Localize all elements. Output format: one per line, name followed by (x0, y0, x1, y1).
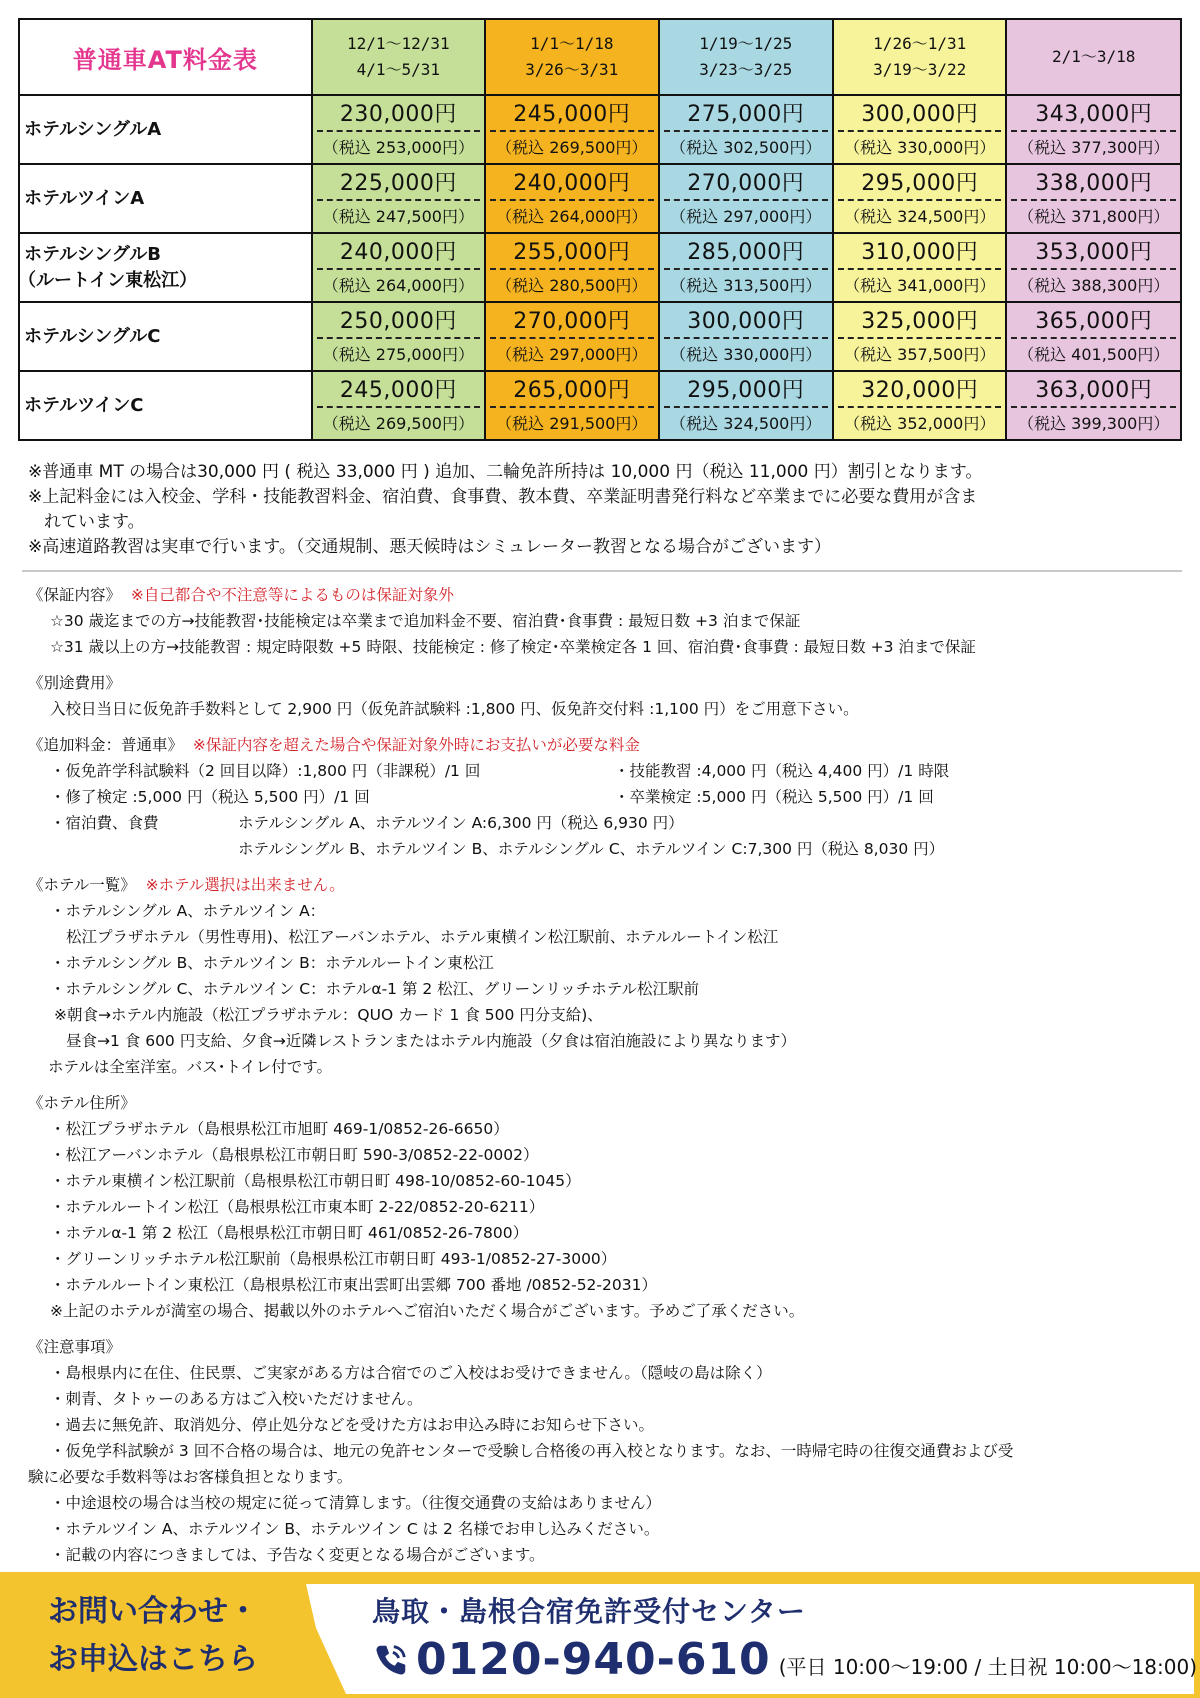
period-header: 2/1〜3/18 (1006, 19, 1181, 95)
list-item: ※朝食→ホテル内施設（松江プラザホテル：QUO カード 1 食 500 円分支給)、 (54, 1006, 603, 1024)
period-header: 1/26〜1/31 3/19〜3/22 (833, 19, 1006, 95)
price-with-tax: （税込 269,500円） (322, 414, 474, 433)
lodging-line: ホテルシングル A、ホテルツイン A:6,300 円（税込 6,930 円） (238, 814, 684, 832)
note-included: ※上記料金には入校金、学科・技能教習料金、宿泊費、食事費、教本費、卒業証明書発行料など卒業までに必要な費用が含ま (28, 487, 978, 507)
list-item: ホテルは全室洋室。バス･トイレ付です。 (48, 1058, 332, 1076)
list-item: ☆31 歳以上の方→技能教習 : 規定時限数 +5 時限、技能検定 : 修了検定･卒業検定各 1 回、宿泊費･食事費 : 最短日数 +3 泊まで保証 (50, 638, 976, 656)
caution-item: ・刺青、タトゥーのある方はご入校いただけません。 (50, 1390, 423, 1408)
list-item: ・ホテルシングル A、ホテルツイン A： (50, 902, 326, 920)
price-value: 245,000円 (490, 96, 653, 132)
section-heading: 《保証内容》 ※自己都合や不注意等によるものは保証対象外 (28, 586, 454, 604)
price-with-tax: （税込 297,000円） (496, 345, 648, 364)
lodging-fees (28, 810, 1178, 862)
list-item: 昼食→1 食 600 円支給、夕食→近隣レストランまたはホテル内施設（夕食は宿泊施設により異なります） (66, 1032, 796, 1050)
table-row (19, 95, 1181, 164)
price-cell (659, 302, 834, 371)
section-heading: 《追加料金：普通車》 ※保証内容を超えた場合や保証対象外時にお支払いが必要な料金 (28, 736, 640, 754)
price-value: 265,000円 (490, 372, 653, 408)
hotel-type: ホテルツインC (19, 371, 312, 440)
price-cell (312, 302, 485, 371)
price-cell (485, 95, 658, 164)
list-item: ・修了検定 :5,000 円（税込 5,500 円）/1 回 (50, 788, 370, 806)
price-cell (659, 164, 834, 233)
divider (22, 570, 1182, 572)
price-value: 310,000円 (838, 234, 1001, 270)
extra-costs-section (28, 670, 1178, 722)
price-cell (312, 371, 485, 440)
price-cell (833, 164, 1006, 233)
price-with-tax: （税込 253,000円） (322, 138, 474, 157)
section-heading: 《ホテル住所》 (28, 1094, 136, 1112)
table-row (19, 371, 1181, 440)
price-cell (485, 302, 658, 371)
price-cell (659, 371, 834, 440)
hotel-list-section (28, 872, 1178, 1080)
price-value: 285,000円 (664, 234, 829, 270)
caution-item: ・仮免学科試験が 3 回不合格の場合は、地元の免許センターで受験し合格後の再入校となります。なお、一時帰宅時の往復交通費および受 (50, 1442, 1014, 1460)
list-item: 入校日当日に仮免許手数料として 2,900 円（仮免許試験料 :1,800 円、仮免許交付料 :1,100 円）をご用意下さい。 (50, 700, 859, 718)
price-cell (485, 233, 658, 302)
hotel-address-section (28, 1090, 1178, 1324)
price-with-tax: （税込 291,500円） (496, 414, 648, 433)
contact-label: お問い合わせ・ お申込はこちら (48, 1594, 258, 1677)
price-with-tax: （税込 371,800円） (1018, 207, 1170, 226)
price-cell (485, 164, 658, 233)
table-row (19, 302, 1181, 371)
section-heading: 《注意事項》 (28, 1338, 122, 1356)
price-cell (833, 302, 1006, 371)
price-with-tax: （税込 377,300円） (1018, 138, 1170, 157)
price-cell (659, 95, 834, 164)
caution-item: ・過去に無免許、取消処分、停止処分などを受けた方はお申込み時にお知らせ下さい。 (50, 1416, 655, 1434)
list-item: ・ホテルシングル C、ホテルツイン C：ホテルα-1 第 2 松江、グリーンリッチホテル松江駅前 (50, 980, 699, 998)
price-with-tax: （税込 313,500円） (670, 276, 822, 295)
list-item: ☆30 歳迄までの方→技能教習･技能検定は卒業まで追加料金不要、宿泊費･食事費 : 最短日数 +3 泊まで保証 (50, 612, 801, 630)
cautions-section (28, 1334, 1178, 1568)
price-value: 230,000円 (317, 96, 480, 132)
details (28, 582, 1178, 1578)
period-header: 1/19〜1/25 3/23〜3/25 (659, 19, 834, 95)
address-item: ・ホテルルートイン東松江（島根県松江市東出雲町出雲郷 700 番地 /0852-52-2031） (50, 1276, 657, 1294)
price-with-tax: （税込 275,000円） (322, 345, 474, 364)
caution-item: ・島根県内に在住、住民票、ご実家がある方は合宿でのご入校はお受けできません。（隠岐の島は除く） (50, 1364, 772, 1382)
period-header: 1/1〜1/18 3/26〜3/31 (485, 19, 658, 95)
price-with-tax: （税込 280,500円） (496, 276, 648, 295)
address-item: ・ホテルルートイン松江（島根県松江市東本町 2-22/0852-20-6211） (50, 1198, 545, 1216)
price-cell (833, 95, 1006, 164)
price-value: 240,000円 (490, 165, 653, 201)
price-with-tax: （税込 247,500円） (322, 207, 474, 226)
price-value: 275,000円 (664, 96, 829, 132)
section-note: ※保証内容を超えた場合や保証対象外時にお支払いが必要な料金 (192, 736, 640, 754)
price-cell (1006, 371, 1181, 440)
address-item: ・ホテルα-1 第 2 松江（島根県松江市朝日町 461/0852-26-7800） (50, 1224, 529, 1242)
guarantee-section (28, 582, 1178, 660)
price-with-tax: （税込 324,500円） (670, 414, 822, 433)
address-item: ・グリーンリッチホテル松江駅前（島根県松江市朝日町 493-1/0852-27-3000） (50, 1250, 617, 1268)
hotel-type: ホテルシングルC (19, 302, 312, 371)
table-row (19, 164, 1181, 233)
price-value: 240,000円 (317, 234, 480, 270)
note-included-cont: れています。 (44, 512, 145, 532)
caution-item: 験に必要な手数料等はお客様負担となります。 (28, 1468, 353, 1486)
section-heading: 《ホテル一覧》 ※ホテル選択は出来ません。 (28, 876, 345, 894)
price-cell (1006, 302, 1181, 371)
caution-item: ・ホテルツイン A、ホテルツイン B、ホテルツイン C は 2 名様でお申し込みください。 (50, 1520, 660, 1538)
price-value: 343,000円 (1011, 96, 1176, 132)
price-with-tax: （税込 341,000円） (844, 276, 996, 295)
price-cell (659, 233, 834, 302)
business-hours: (平日 10:00〜19:00 / 土日祝 10:00〜18:00) (778, 1655, 1198, 1679)
price-with-tax: （税込 352,000円） (844, 414, 996, 433)
price-cell (1006, 95, 1181, 164)
address-item: ・ホテル東横イン松江駅前（島根県松江市朝日町 498-10/0852-60-1045） (50, 1172, 581, 1190)
table-header-row (19, 19, 1181, 95)
list-item: ・卒業検定 :5,000 円（税込 5,500 円）/1 回 (614, 788, 934, 806)
price-value: 320,000円 (838, 372, 1001, 408)
price-value: 245,000円 (317, 372, 480, 408)
price-value: 363,000円 (1011, 372, 1176, 408)
fee-notes (28, 460, 1178, 560)
contact-footer (0, 1572, 1200, 1698)
period-header: 12/1〜12/31 4/1〜5/31 (312, 19, 485, 95)
center-name: 鳥取・島根合宿免許受付センター (372, 1595, 806, 1628)
price-value: 325,000円 (838, 303, 1001, 339)
price-value: 300,000円 (664, 303, 829, 339)
price-value: 225,000円 (317, 165, 480, 201)
price-with-tax: （税込 297,000円） (670, 207, 822, 226)
address-note: ※上記のホテルが満室の場合、掲載以外のホテルへご宿泊いただく場合がございます。予めご了承ください。 (50, 1302, 805, 1320)
price-with-tax: （税込 269,500円） (496, 138, 648, 157)
hotel-type: ホテルシングルB （ルートイン東松江） (19, 233, 312, 302)
lodging-line: ホテルシングル B、ホテルツイン B、ホテルシングル C、ホテルツイン C:7,300 円（税込 8,030 円） (238, 840, 945, 858)
price-value: 255,000円 (490, 234, 653, 270)
list-item: ・仮免許学科試験料（2 回目以降）:1,800 円（非課税）/1 回 (50, 762, 481, 780)
price-cell (312, 95, 485, 164)
price-with-tax: （税込 399,300円） (1018, 414, 1170, 433)
price-cell (1006, 164, 1181, 233)
price-with-tax: （税込 388,300円） (1018, 276, 1170, 295)
price-cell (1006, 233, 1181, 302)
price-cell (833, 371, 1006, 440)
phone-row[interactable] (372, 1634, 1197, 1685)
price-value: 295,000円 (664, 372, 829, 408)
price-with-tax: （税込 264,000円） (496, 207, 648, 226)
table-row (19, 233, 1181, 302)
hotel-type: ホテルシングルA (19, 95, 312, 164)
price-cell (312, 164, 485, 233)
note-highway: ※高速道路教習は実車で行います。（交通規制、悪天候時はシミュレーター教習となる場合がございます） (28, 537, 832, 557)
price-value: 270,000円 (490, 303, 653, 339)
price-with-tax: （税込 330,000円） (670, 345, 822, 364)
address-item: ・松江プラザホテル（島根県松江市旭町 469-1/0852-26-6650） (50, 1120, 509, 1138)
list-item: ・ホテルシングル B、ホテルツイン B：ホテルルートイン東松江 (50, 954, 494, 972)
table-title: 普通車AT料金表 (19, 19, 312, 95)
price-cell (485, 371, 658, 440)
price-value: 353,000円 (1011, 234, 1176, 270)
phone-icon (372, 1641, 410, 1679)
price-with-tax: （税込 324,500円） (844, 207, 996, 226)
caution-item: ・中途退校の場合は当校の規定に従って清算します。（往復交通費の支給はありません） (50, 1494, 662, 1512)
list-item: ・技能教習 :4,000 円（税込 4,400 円）/1 時限 (614, 762, 950, 780)
section-heading: 《別途費用》 (28, 674, 122, 692)
price-with-tax: （税込 357,500円） (844, 345, 996, 364)
price-with-tax: （税込 264,000円） (322, 276, 474, 295)
price-value: 295,000円 (838, 165, 1001, 201)
price-with-tax: （税込 401,500円） (1018, 345, 1170, 364)
hotel-type: ホテルツインA (19, 164, 312, 233)
address-item: ・松江アーバンホテル（島根県松江市朝日町 590-3/0852-22-0002） (50, 1146, 539, 1164)
price-value: 250,000円 (317, 303, 480, 339)
caution-item: ・記載の内容につきましては、予告なく変更となる場合がございます。 (50, 1546, 545, 1564)
note-mt: ※普通車 MT の場合は30,000 円 ( 税込 33,000 円 ) 追加、二輪免許所持は 10,000 円（税込 11,000 円）割引となります。 (28, 462, 983, 482)
section-note: ※自己都合や不注意等によるものは保証対象外 (130, 586, 454, 604)
price-table (18, 18, 1182, 441)
price-with-tax: （税込 302,500円） (670, 138, 822, 157)
price-value: 365,000円 (1011, 303, 1176, 339)
price-value: 300,000円 (838, 96, 1001, 132)
phone-number[interactable]: 0120-940-610 (416, 1634, 771, 1685)
section-note: ※ホテル選択は出来ません。 (145, 876, 345, 894)
price-value: 270,000円 (664, 165, 829, 201)
price-cell (312, 233, 485, 302)
lodging-label: ・宿泊費、食費 (50, 814, 159, 832)
price-cell (833, 233, 1006, 302)
additional-fees-section (28, 732, 1178, 862)
list-item: 松江プラザホテル（男性専用)、松江アーバンホテル、ホテル東横イン松江駅前、ホテルルートイン松江 (66, 928, 779, 946)
price-value: 338,000円 (1011, 165, 1176, 201)
price-with-tax: （税込 330,000円） (844, 138, 996, 157)
